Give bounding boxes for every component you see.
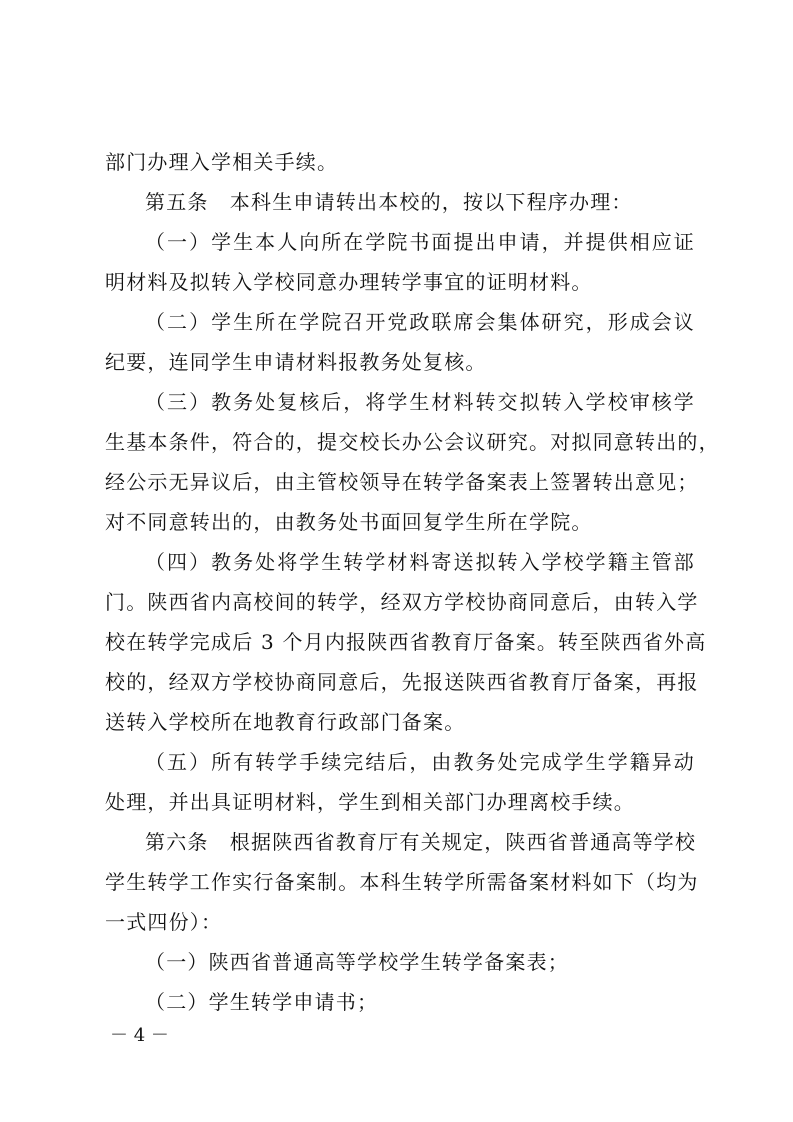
text-line-9: 经公示无异议后，由主管校领导在转学备案表上签署转出意见；: [105, 470, 699, 494]
article-6-heading: 第六条 根据陕西省教育厅有关规定，陕西省普通高等学校: [145, 830, 697, 854]
text-line-22: （二）学生转学申请书；: [145, 990, 379, 1014]
text-line-15: 送转入学校所在地教育行政部门备案。: [105, 710, 466, 734]
text-line-1: 部门办理入学相关手续。: [105, 150, 339, 174]
text-line-21: （一）陕西省普通高等学校学生转学备案表；: [145, 950, 569, 974]
text-line-10: 对不同意转出的，由教务处书面回复学生所在学院。: [105, 510, 593, 534]
text-line-16: （五）所有转学手续完结后，由教务处完成学生学籍异动: [145, 750, 695, 774]
text-line-14: 校的，经双方学校协商同意后，先报送陕西省教育厅备案，再报: [105, 670, 699, 694]
text-line-8: 生基本条件，符合的，提交校长办公会议研究。对拟同意转出的，: [105, 430, 720, 454]
text-line-6: 纪要，连同学生申请材料报教务处复核。: [105, 350, 487, 374]
text-line-19: 学生转学工作实行备案制。本科生转学所需备案材料如下（均为: [105, 870, 699, 894]
text-line-13: 校在转学完成后 3 个月内报陕西省教育厅备案。转至陕西省外高: [105, 630, 707, 654]
text-line-20: 一式四份）：: [105, 910, 223, 934]
text-line-3: （一）学生本人向所在学院书面提出申请，并提供相应证: [145, 230, 695, 254]
page-number: － 4 －: [110, 1025, 169, 1046]
article-5-heading: 第五条 本科生申请转出本校的，按以下程序办理：: [145, 190, 633, 214]
text-line-7: （三）教务处复核后，将学生材料转交拟转入学校审核学: [145, 390, 695, 414]
text-line-4: 明材料及拟转入学校同意办理转学事宜的证明材料。: [105, 270, 593, 294]
text-line-11: （四）教务处将学生转学材料寄送拟转入学校学籍主管部: [145, 550, 695, 574]
text-line-5: （二）学生所在学院召开党政联席会集体研究，形成会议: [145, 310, 695, 334]
text-line-12: 门。陕西省内高校间的转学，经双方学校协商同意后，由转入学: [105, 590, 699, 614]
text-line-17: 处理，并出具证明材料，学生到相关部门办理离校手续。: [105, 790, 635, 814]
